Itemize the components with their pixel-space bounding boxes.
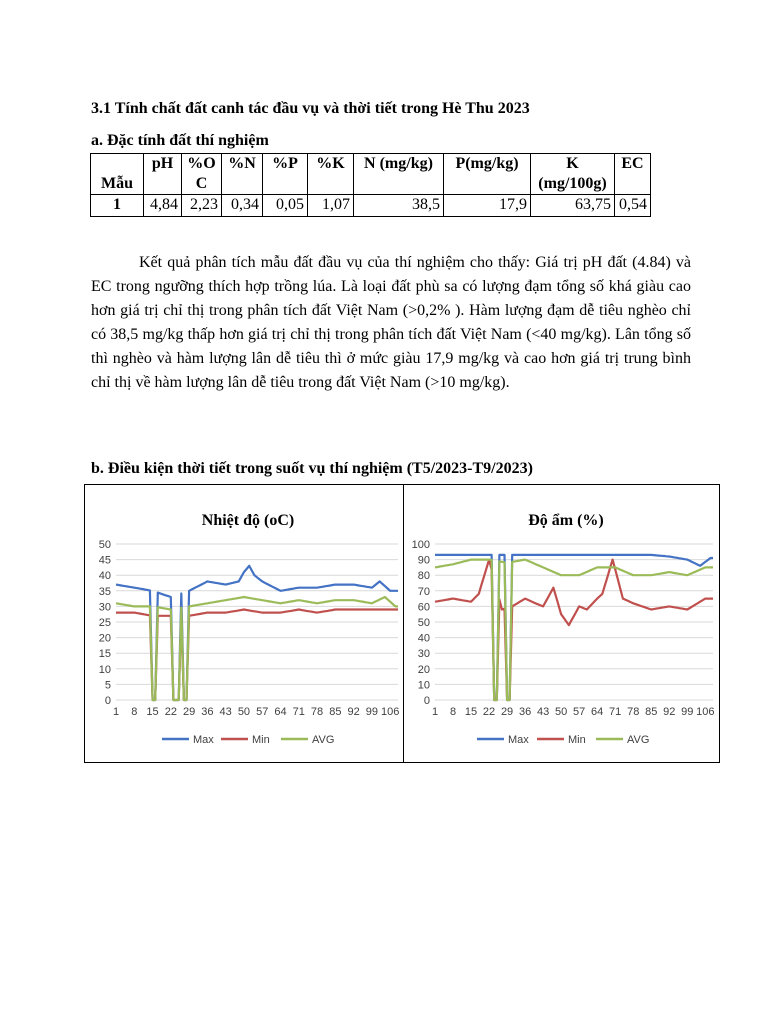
x-tick-label: 92 <box>347 706 360 718</box>
y-tick-label: 20 <box>98 632 111 645</box>
table-row <box>91 195 651 217</box>
x-tick-label: 50 <box>555 706 568 718</box>
y-tick-label: 10 <box>98 663 111 676</box>
y-tick-label: 90 <box>417 554 430 567</box>
y-tick-label: 60 <box>417 601 430 614</box>
legend-label-avg: AVG <box>312 734 335 746</box>
x-tick-label: 106 <box>380 706 400 718</box>
x-tick-label: 85 <box>645 706 658 718</box>
cell-p-mgkg: 17,9 <box>444 195 531 217</box>
y-tick-label: 0 <box>423 695 430 707</box>
chart-title: Nhiệt độ (oC) <box>201 512 295 529</box>
header-cell-ec: EC <box>615 154 651 195</box>
y-tick-label: 100 <box>411 539 430 551</box>
x-tick-label: 29 <box>182 706 196 718</box>
x-tick-label: 15 <box>464 706 478 718</box>
x-tick-label: 78 <box>310 706 324 718</box>
chart-title: Độ ẩm (%) <box>528 512 604 529</box>
x-tick-label: 50 <box>237 706 251 718</box>
header-cell-p-mgkg: P(mg/kg) <box>444 154 531 195</box>
x-tick-label: 22 <box>164 706 177 718</box>
series-line-min <box>435 560 713 700</box>
cell-n: 0,34 <box>222 195 263 217</box>
y-tick-label: 0 <box>104 695 111 707</box>
cell-ec: 0,54 <box>615 195 651 217</box>
weather-charts-box <box>84 484 720 763</box>
header-cell-k: %K <box>308 154 354 195</box>
x-tick-label: 106 <box>696 706 715 718</box>
x-tick-label: 36 <box>201 706 214 718</box>
cell-mau: 1 <box>91 195 144 217</box>
x-tick-label: 71 <box>292 706 305 718</box>
y-tick-label: 30 <box>98 601 111 614</box>
header-cell-p: %P <box>263 154 308 195</box>
x-tick-label: 99 <box>365 706 379 718</box>
x-tick-label: 8 <box>131 706 138 718</box>
legend-label-max: Max <box>508 734 529 746</box>
x-tick-label: 15 <box>146 706 159 718</box>
y-tick-label: 35 <box>98 585 111 598</box>
x-tick-label: 1 <box>431 706 439 718</box>
x-tick-label: 22 <box>482 706 496 718</box>
subsection-a-title: a. Đặc tính đất thí nghiệm <box>91 132 269 149</box>
x-tick-label: 71 <box>609 706 622 718</box>
y-tick-label: 50 <box>417 617 430 629</box>
x-tick-label: 57 <box>256 706 269 718</box>
x-tick-label: 36 <box>518 706 532 718</box>
x-tick-label: 78 <box>627 706 640 718</box>
cell-p: 0,05 <box>263 195 308 217</box>
x-tick-label: 64 <box>591 706 604 718</box>
y-tick-label: 40 <box>98 570 111 583</box>
x-tick-label: 8 <box>449 706 457 718</box>
y-tick-label: 10 <box>417 679 430 692</box>
legend-label-avg: AVG <box>627 734 650 746</box>
y-tick-label: 15 <box>98 648 111 661</box>
subsection-b-title: b. Điều kiện thời tiết trong suốt vụ thí nghiệm (T5/2023-T9/2023) <box>91 460 533 477</box>
cell-n-mgkg: 38,5 <box>354 195 444 217</box>
analysis-paragraph <box>91 251 691 395</box>
temperature-chart <box>85 485 403 762</box>
legend-label-max: Max <box>193 734 214 746</box>
x-tick-label: 29 <box>500 706 514 718</box>
y-tick-label: 50 <box>98 539 111 551</box>
header-cell-n: %N <box>222 154 263 195</box>
y-tick-label: 5 <box>104 679 111 692</box>
legend-label-min: Min <box>568 734 586 746</box>
cell-oc: 2,23 <box>182 195 222 217</box>
section-title: 3.1 Tính chất đất canh tác đầu vụ và thời tiết trong Hè Thu 2023 <box>91 100 530 117</box>
header-cell-mau: Mẫu <box>91 154 144 195</box>
y-tick-label: 45 <box>98 554 111 567</box>
x-tick-label: 92 <box>663 706 676 718</box>
header-cell-n-mgkg: N (mg/kg) <box>354 154 444 195</box>
humidity-chart <box>404 485 720 762</box>
x-tick-label: 99 <box>681 706 694 718</box>
x-tick-label: 57 <box>573 706 586 718</box>
y-tick-label: 80 <box>417 570 430 583</box>
x-tick-label: 1 <box>112 706 120 718</box>
y-tick-label: 25 <box>98 617 111 629</box>
x-tick-label: 43 <box>536 706 550 718</box>
series-line-max <box>435 555 713 700</box>
header-cell-k-mg100g: K (mg/100g) <box>531 154 615 195</box>
y-tick-label: 70 <box>417 585 430 598</box>
paragraph-text: Kết quả phân tích mẫu đất đầu vụ của thí nghiệm cho thấy: Giá trị pH đất (4.84) và EC trong ngưỡng thích hợp trồng lúa. Là loại đất phù sa có lượng đạm tổng số khá giàu cao hơn giá trị chỉ thị trong phân tích đất Việt Nam (>0,2% ). Hàm lượng đạm dễ tiêu nghèo chỉ có 38,5 mg/kg thấp hơn giá trị chỉ thị trong phân tích đất Việt Nam (<40 mg/kg). Lân tổng số thì nghèo và hàm lượng lân dễ tiêu thì ở mức giàu 17,9 mg/kg và cao hơn giá trị trung bình chỉ thị về hàm lượng lân dễ tiêu trong đất Việt Nam (>10 mg/kg). <box>91 254 691 391</box>
legend-label-min: Min <box>252 734 270 746</box>
x-tick-label: 43 <box>219 706 232 718</box>
header-cell-oc: %O C <box>182 154 222 195</box>
y-tick-label: 30 <box>417 648 430 661</box>
series-line-avg <box>435 560 713 700</box>
table-header-row <box>91 154 651 195</box>
soil-properties-table <box>90 153 651 217</box>
x-tick-label: 64 <box>274 706 287 718</box>
y-tick-label: 20 <box>417 663 430 676</box>
x-tick-label: 85 <box>329 706 342 718</box>
cell-ph: 4,84 <box>144 195 182 217</box>
header-cell-ph: pH <box>144 154 182 195</box>
cell-k: 1,07 <box>308 195 354 217</box>
y-tick-label: 40 <box>417 632 430 645</box>
cell-k-mg100g: 63,75 <box>531 195 615 217</box>
